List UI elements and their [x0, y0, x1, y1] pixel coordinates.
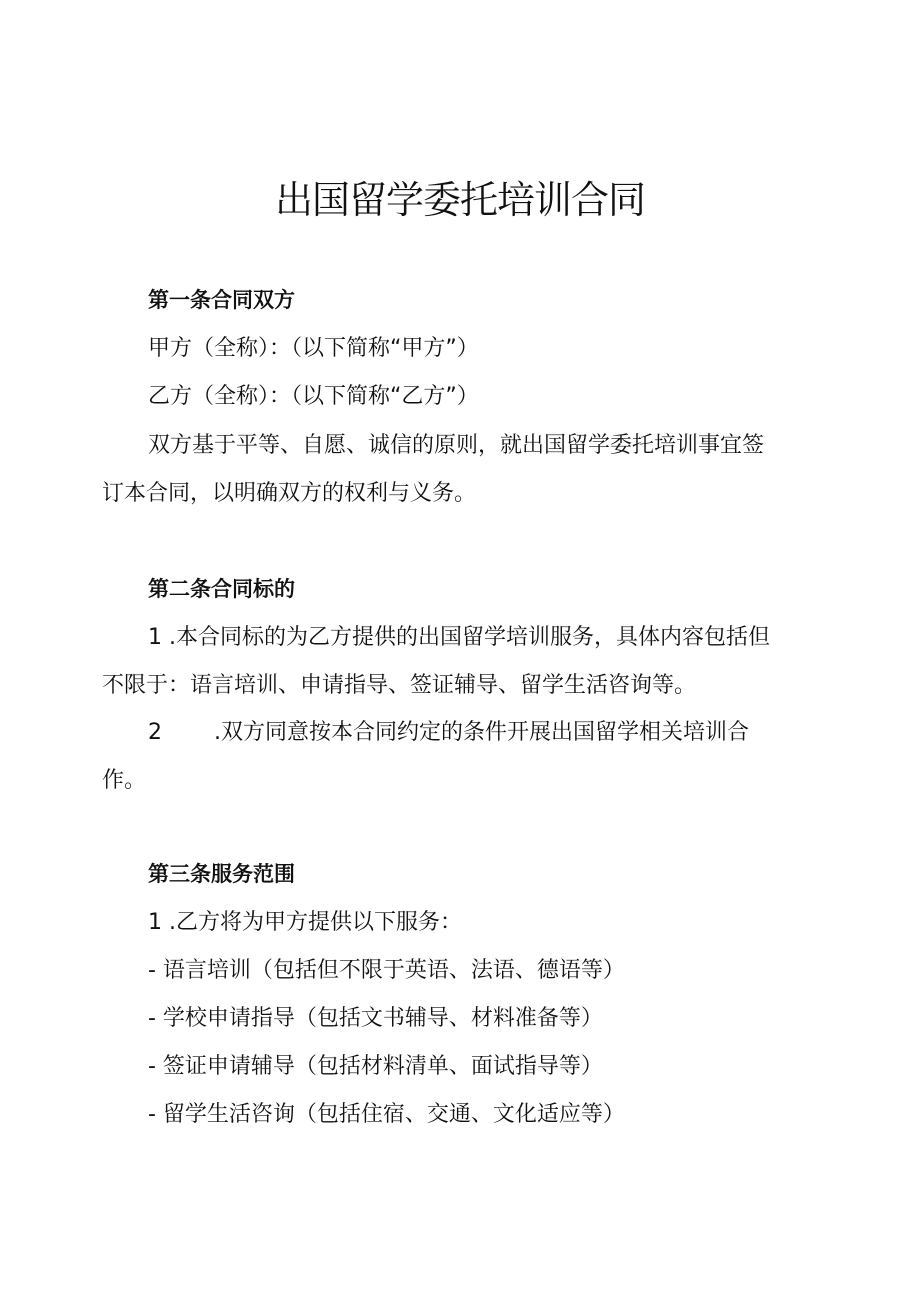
service-list-item: - 留学生活咨询（包括住宿、交通、文化适应等） — [148, 1102, 625, 1127]
intro-line-1: 双方基于平等、自愿、诚信的原则，就出国留学委托培训事宜签 — [148, 433, 765, 458]
section3-item1: 1 .乙方将为甲方提供以下服务： — [148, 910, 462, 935]
section1-heading: 第一条合同双方 — [148, 288, 295, 312]
service-list-item: - 签证申请辅导（包括材料清单、面试指导等） — [148, 1054, 603, 1079]
section2-item1-line1: 1 .本合同标的为乙方提供的出国留学培训服务，具体内容包括但 — [148, 625, 770, 650]
party-a-line: 甲方（全称）：（以下简称“甲方”） — [148, 336, 479, 361]
section2-item2-line1 — [148, 717, 749, 749]
intro-line-2: 订本合同，以明确双方的权利与义务。 — [102, 481, 477, 506]
section2-item2-text: .双方同意按本合同约定的条件开展出国留学相关培训合 — [214, 720, 749, 745]
section2-item2-line2: 作。 — [102, 768, 147, 793]
document-title: 出国留学委托培训合同 — [274, 178, 645, 222]
section3-heading: 第三条服务范围 — [148, 862, 295, 886]
service-list-item: - 学校申请指导（包括文书辅导、材料准备等） — [148, 1006, 603, 1031]
party-b-line: 乙方（全称）：（以下简称“乙方”） — [148, 384, 479, 409]
section2-item2-number: 2 — [148, 720, 162, 745]
service-list-item: - 语言培训（包括但不限于英语、法语、德语等） — [148, 958, 625, 983]
section2-item1-line2: 不限于：语言培训、申请指导、签证辅导、留学生活咨询等。 — [102, 673, 697, 698]
section2-heading: 第二条合同标的 — [148, 577, 295, 601]
